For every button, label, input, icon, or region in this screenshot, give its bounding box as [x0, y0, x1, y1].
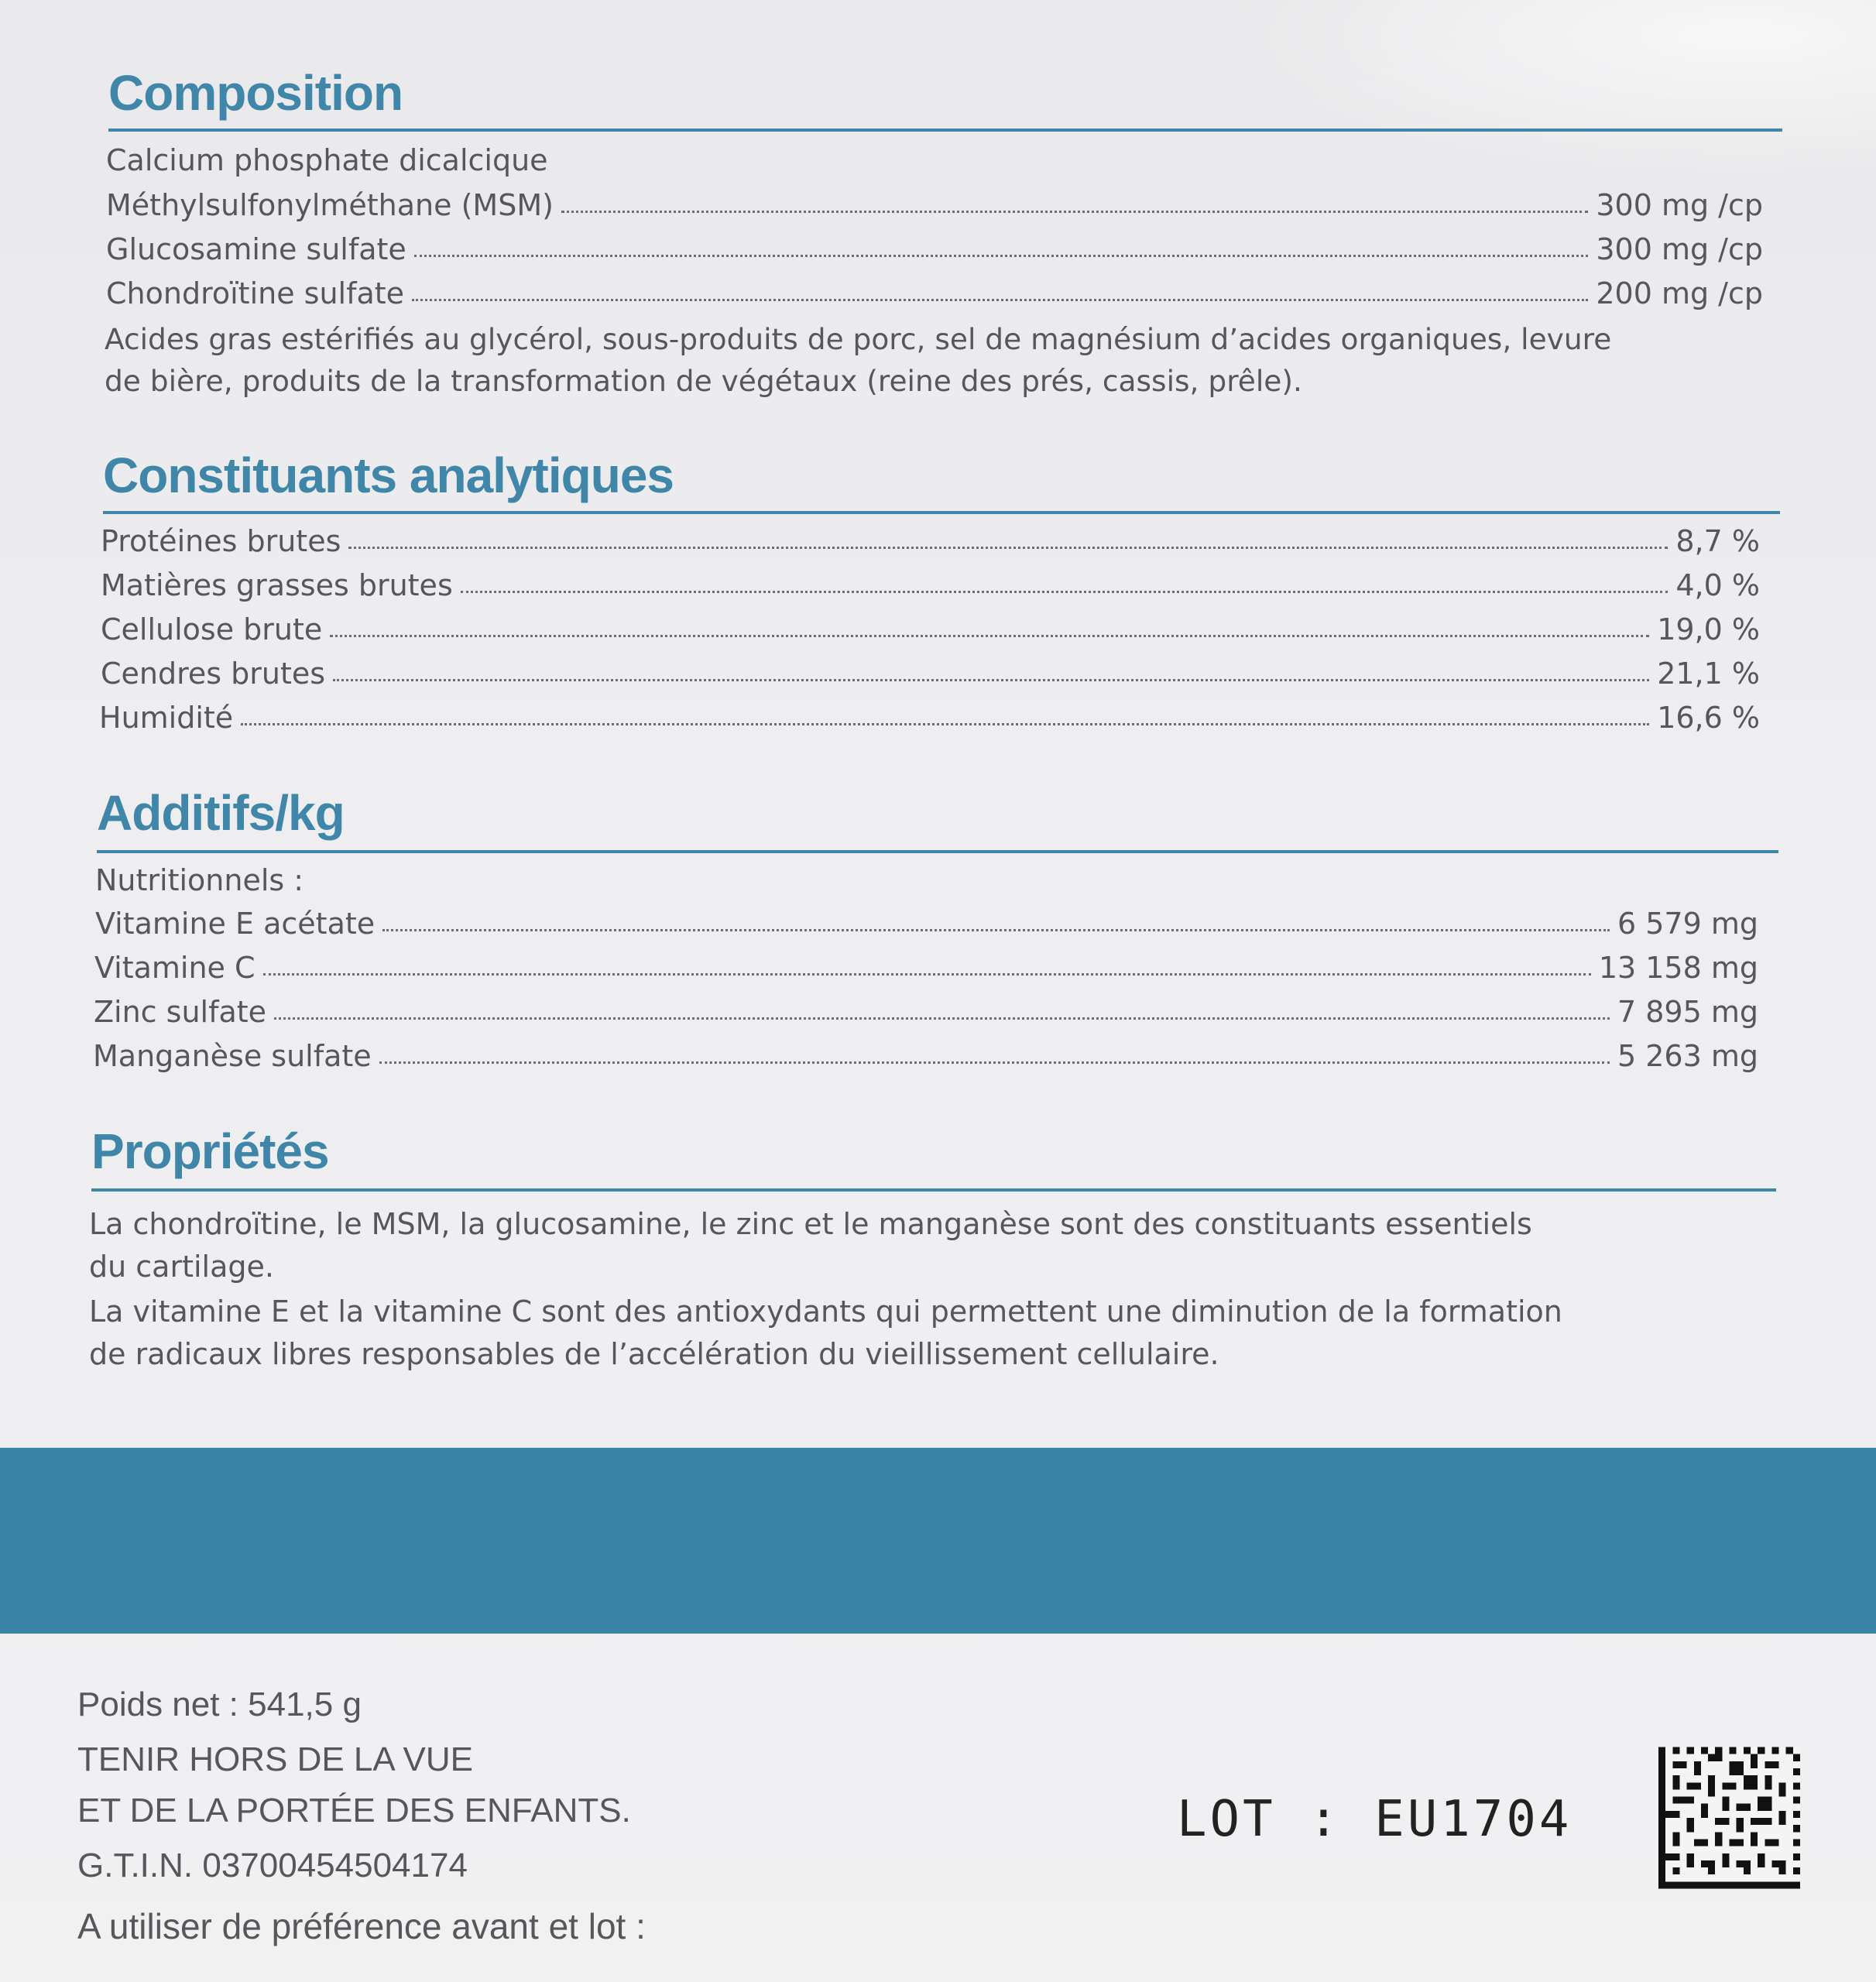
properties-line: du cartilage.: [89, 1250, 274, 1284]
row-value: 300 mg /cp: [1596, 232, 1763, 266]
properties-heading: Propriétés: [91, 1123, 329, 1179]
dot-leader: [241, 723, 1649, 725]
composition-intro: Calcium phosphate dicalcique: [106, 143, 548, 177]
composition-row: [106, 232, 1763, 266]
dot-leader: [263, 973, 1591, 976]
dot-leader: [414, 255, 1589, 257]
analytical-row: [99, 701, 1760, 735]
properties-line: La vitamine E et la vitamine C sont des antioxydants qui permettent une diminution de la formation: [89, 1294, 1562, 1329]
dot-leader: [412, 299, 1588, 301]
composition-row: [106, 276, 1763, 310]
row-value: 7 895 mg: [1617, 995, 1758, 1029]
row-label: Méthylsulfonylméthane (MSM): [106, 188, 554, 222]
row-value: 19,0 %: [1657, 612, 1760, 646]
row-value: 13 158 mg: [1598, 951, 1758, 985]
row-label: Cendres brutes: [101, 657, 326, 691]
dot-leader: [348, 547, 1668, 549]
analytical-row: [101, 657, 1760, 691]
row-value: 16,6 %: [1657, 701, 1760, 735]
analytical-row: [101, 612, 1760, 646]
properties-line: de radicaux libres responsables de l’accélération du vieillissement cellulaire.: [89, 1337, 1219, 1371]
additives-row: [95, 907, 1758, 941]
row-value: 21,1 %: [1657, 657, 1760, 691]
row-label: Protéines brutes: [101, 524, 341, 558]
lot-number: LOT : EU1704: [1177, 1791, 1572, 1848]
gtin: G.T.I.N. 03700454504174: [77, 1847, 468, 1884]
dot-leader: [379, 1061, 1610, 1064]
analytical-heading: Constituants analytiques: [103, 447, 674, 503]
composition-row: [106, 190, 1763, 220]
dot-leader: [330, 635, 1649, 637]
row-value: 8,7 %: [1675, 524, 1760, 558]
row-value: 4,0 %: [1675, 568, 1760, 602]
dot-leader: [274, 1017, 1610, 1020]
row-label: Chondroïtine sulfate: [106, 276, 405, 310]
row-value: 200 mg /cp: [1596, 276, 1763, 310]
additives-intro: Nutritionnels :: [95, 863, 304, 897]
row-label: Glucosamine sulfate: [106, 232, 406, 266]
composition-rule: [108, 129, 1782, 132]
analytical-rule: [103, 511, 1780, 514]
dot-leader: [382, 929, 1610, 931]
row-label: Vitamine C: [94, 951, 256, 985]
properties-rule: [91, 1188, 1776, 1192]
datamatrix-code-icon: [1658, 1745, 1800, 1891]
additives-row: [93, 1041, 1758, 1071]
row-value: 6 579 mg: [1617, 907, 1758, 941]
analytical-row: [101, 568, 1760, 602]
composition-heading: Composition: [108, 65, 403, 121]
dot-leader: [461, 591, 1669, 593]
row-value: 300 mg /cp: [1596, 188, 1763, 222]
row-label: Vitamine E acétate: [95, 907, 376, 941]
analytical-row: [101, 526, 1760, 556]
properties-line: La chondroïtine, le MSM, la glucosamine, le zinc et le manganèse sont des constituants essentiels: [89, 1207, 1532, 1241]
best-before: A utiliser de préférence avant et lot :: [77, 1906, 646, 1946]
warning-line2: ET DE LA PORTÉE DES ENFANTS.: [77, 1792, 631, 1829]
net-weight: Poids net : 541,5 g: [77, 1685, 362, 1723]
additives-rule: [97, 850, 1778, 853]
composition-paragraph-line1: Acides gras estérifiés au glycérol, sous-produits de porc, sel de magnésium d’acides organiques, levure: [105, 322, 1612, 356]
warning-line1: TENIR HORS DE LA VUE: [77, 1740, 474, 1778]
row-label: Matières grasses brutes: [101, 568, 453, 602]
row-label: Humidité: [99, 701, 234, 735]
glare-overlay: [1208, 0, 1876, 178]
additives-heading: Additifs/kg: [97, 785, 345, 841]
additives-row: [94, 951, 1758, 985]
row-label: Cellulose brute: [101, 612, 323, 646]
dot-leader: [333, 679, 1649, 681]
composition-paragraph-line2: de bière, produits de la transformation de végétaux (reine des prés, cassis, prêle).: [105, 364, 1302, 398]
blue-band: [0, 1448, 1876, 1634]
dot-leader: [561, 211, 1588, 213]
row-label: Zinc sulfate: [94, 995, 267, 1029]
row-value: 5 263 mg: [1617, 1039, 1758, 1073]
row-label: Manganèse sulfate: [93, 1039, 372, 1073]
additives-row: [94, 997, 1758, 1027]
